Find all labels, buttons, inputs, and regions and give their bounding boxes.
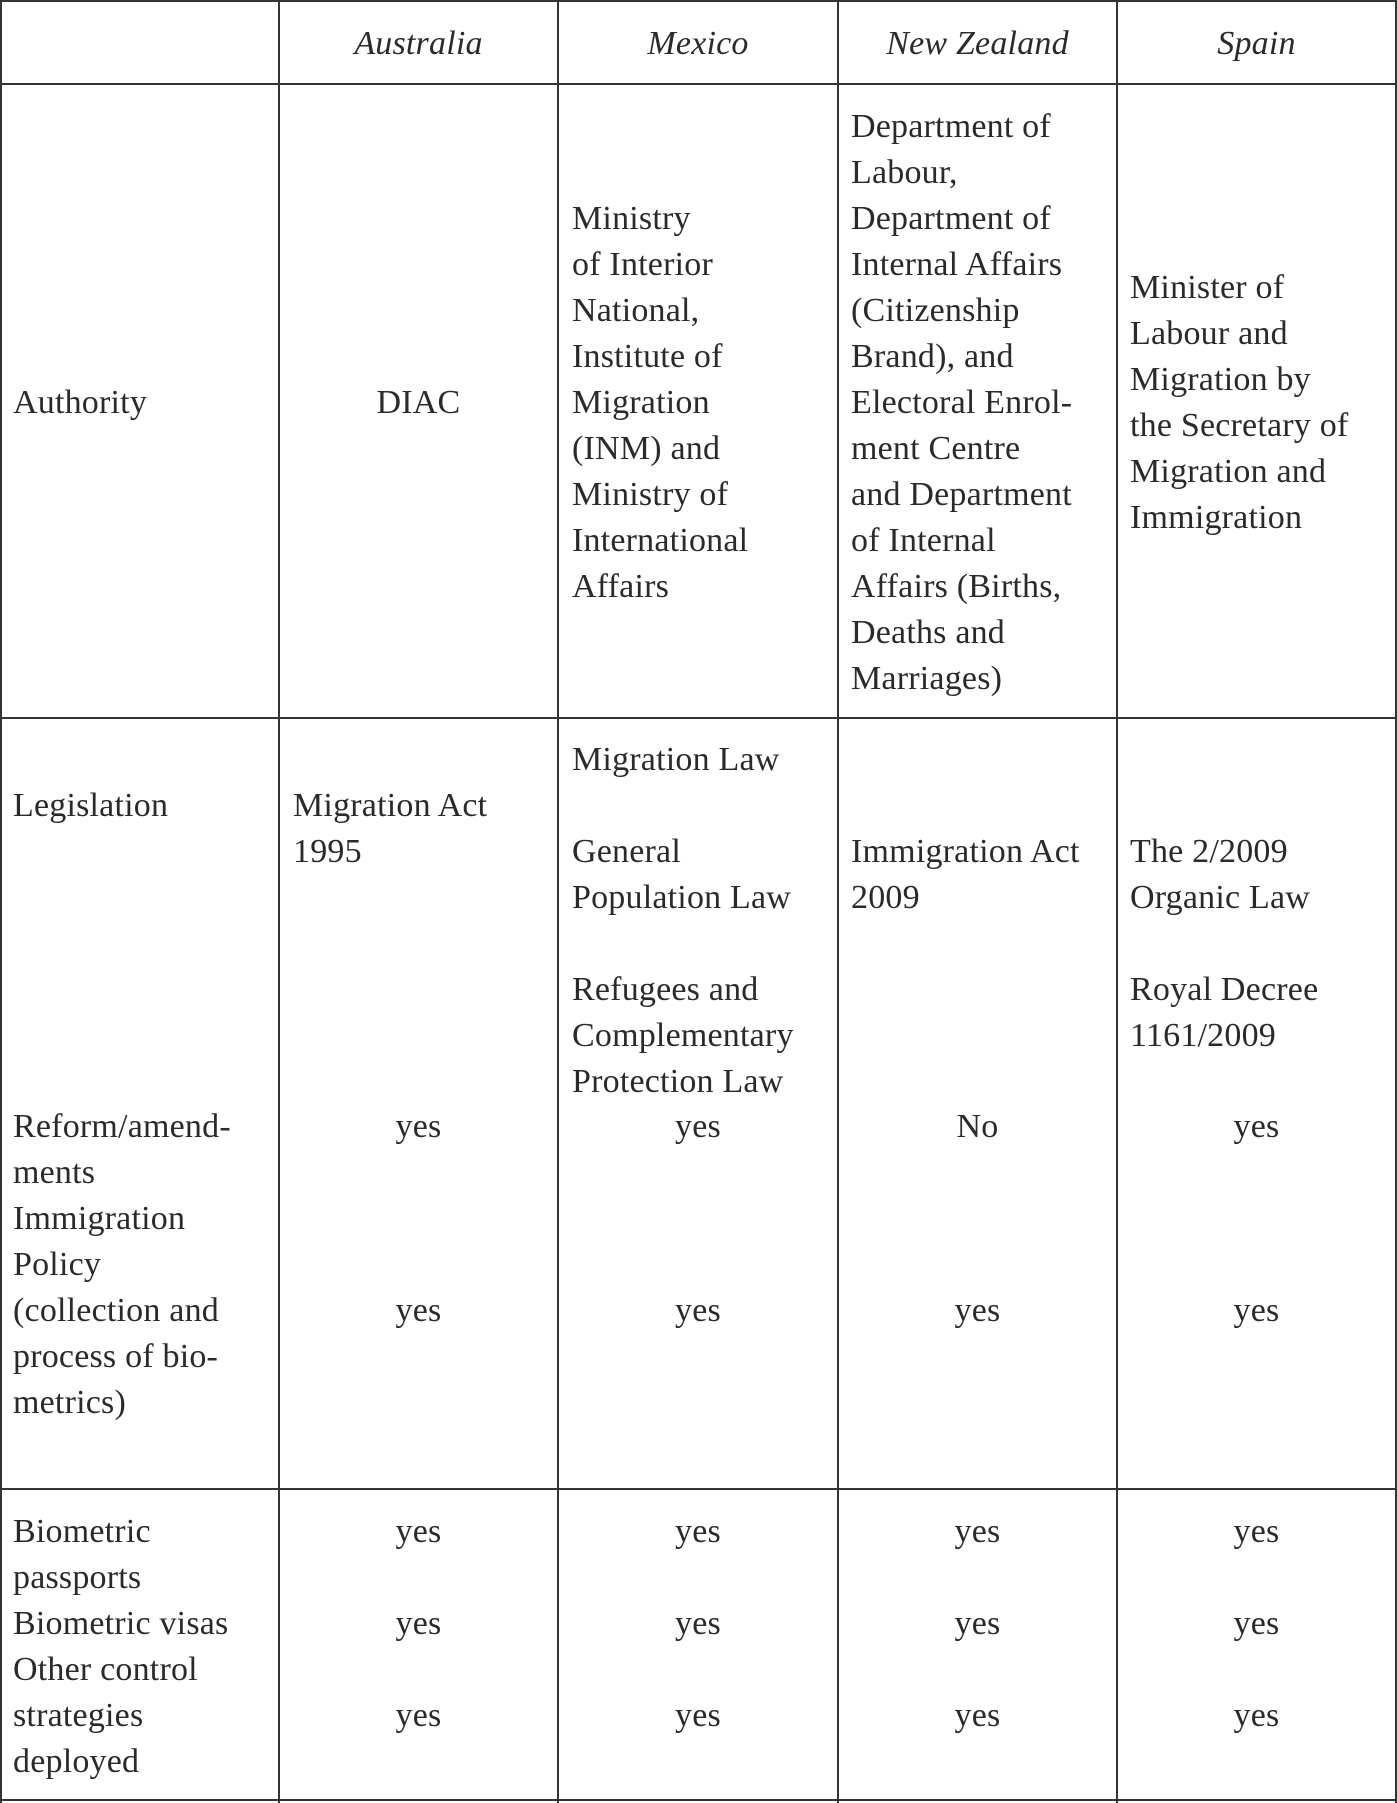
biometric-label: Biometric passports Biometric visas Other control strategies deployed bbox=[13, 1513, 229, 1780]
header-mexico: Mexico bbox=[647, 25, 749, 62]
row-divider bbox=[0, 717, 1397, 719]
other-spain: yes bbox=[1233, 1697, 1280, 1734]
row-divider bbox=[0, 1488, 1397, 1490]
passports-spain: yes bbox=[1233, 1513, 1280, 1550]
header-new-zealand: New Zealand bbox=[886, 25, 1069, 62]
header-spain: Spain bbox=[1217, 25, 1296, 62]
legislation-label: Legislation bbox=[13, 787, 169, 824]
authority-label: Authority bbox=[13, 384, 148, 421]
policy-spain: yes bbox=[1233, 1292, 1280, 1329]
table-border-left bbox=[0, 0, 2, 1803]
visas-new-zealand: yes bbox=[954, 1605, 1001, 1642]
authority-new-zealand: Department of Labour, Department of Internal Affairs (Citizenship Brand), and Electoral Enrol- ment Centre and Department of Internal Affairs (Births, Deaths and Marriages) bbox=[851, 108, 1073, 697]
authority-spain: Minister of Labour and Migration by the Secretary of Migration and Immigration bbox=[1130, 269, 1349, 536]
passports-australia: yes bbox=[395, 1513, 442, 1550]
other-mexico: yes bbox=[675, 1697, 721, 1734]
legislation-new-zealand: Immigration Act 2009 bbox=[851, 833, 1080, 916]
passports-new-zealand: yes bbox=[954, 1513, 1001, 1550]
visas-spain: yes bbox=[1233, 1605, 1280, 1642]
legislation-spain: The 2/2009 Organic Law Royal Decree 1161/2009 bbox=[1130, 833, 1319, 1054]
authority-australia: DIAC bbox=[376, 384, 461, 421]
other-new-zealand: yes bbox=[954, 1697, 1001, 1734]
table-border-top bbox=[0, 0, 1397, 2]
authority-mexico: Ministry of Interior National, Institute of Migration (INM) and Ministry of International Affairs bbox=[572, 200, 749, 605]
reform-mexico: yes bbox=[675, 1108, 721, 1145]
visas-mexico: yes bbox=[675, 1605, 721, 1642]
visas-australia: yes bbox=[395, 1605, 442, 1642]
passports-mexico: yes bbox=[675, 1513, 721, 1550]
reform-new-zealand: No bbox=[956, 1108, 999, 1145]
reform-label: Reform/amend- ments Immigration Policy (collection and process of bio- metrics) bbox=[13, 1108, 231, 1421]
legislation-mexico: Migration Law General Population Law Refugees and Complementary Protection Law bbox=[572, 741, 794, 1100]
policy-mexico: yes bbox=[675, 1292, 721, 1329]
reform-australia: yes bbox=[395, 1108, 442, 1145]
policy-australia: yes bbox=[395, 1292, 442, 1329]
policy-new-zealand: yes bbox=[954, 1292, 1001, 1329]
reform-spain: yes bbox=[1233, 1108, 1280, 1145]
other-australia: yes bbox=[395, 1697, 442, 1734]
header-australia: Australia bbox=[354, 25, 483, 62]
legislation-australia: Migration Act 1995 bbox=[293, 787, 488, 870]
table-border-bottom bbox=[0, 1799, 1397, 1801]
row-divider bbox=[0, 83, 1397, 85]
